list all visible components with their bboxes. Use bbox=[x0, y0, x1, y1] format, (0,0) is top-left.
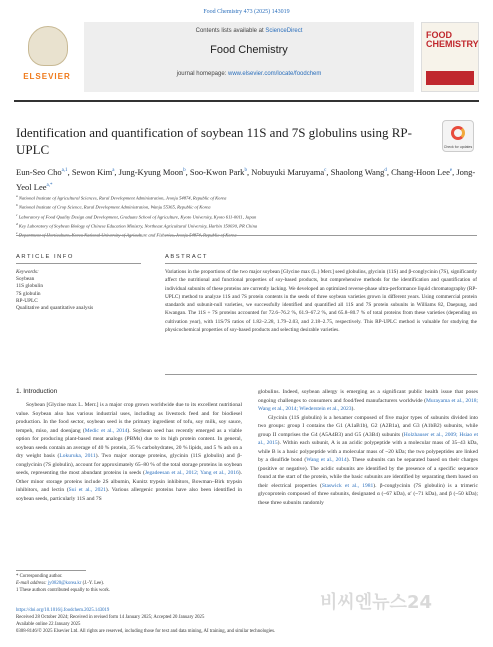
journal-cover-thumbnail[interactable] bbox=[421, 22, 479, 92]
abstract-label: ABSTRACT bbox=[165, 254, 208, 260]
check-for-updates-icon[interactable] bbox=[442, 120, 474, 152]
author-name[interactable]: Jong-Yeol Lee bbox=[16, 166, 476, 192]
intro-paragraph bbox=[16, 401, 242, 503]
body-text: ). Other minor storage proteins include 2S albumin, Kunitz trypsin inhibitors, Bowman–Birk trypsin inhibitors, and lectin ( bbox=[16, 470, 242, 493]
affiliation-item: $^e$ and bbox=[16, 231, 156, 238]
citation-link[interactable]: Holzhauser et al., 2009; Hsiao et al., 2015 bbox=[258, 431, 478, 446]
author-affiliation-marker[interactable]: b bbox=[183, 168, 186, 173]
affiliation-marker: b bbox=[16, 203, 18, 208]
citation-link[interactable]: Jegadeesan et al., 2012; Yang et al., 2016 bbox=[144, 470, 239, 476]
intro-heading: 1. Introduction bbox=[16, 388, 58, 395]
citation-link[interactable]: Medic et al., 2014 bbox=[84, 427, 128, 434]
corresponding-author-note: * Corresponding author. bbox=[16, 574, 63, 579]
intro-paragraph bbox=[258, 388, 478, 414]
intro-right-column bbox=[258, 388, 478, 507]
affiliation-item: $^b$ National Institute of Crop Science, Rural Development Administration, Wanju 55365, Republic of Korea bbox=[16, 203, 211, 210]
body-text: ). Two major storage proteins, glycinin (11S globulin) and β-conglycinin (7S globulin), account for approximately 65–80 % of the total storage proteins in soybean seeds, representing the most abundant proteins in seeds ( bbox=[16, 453, 243, 476]
header-banner bbox=[84, 22, 414, 92]
journal-header bbox=[14, 22, 479, 98]
contents-prefix: Contents lists available at bbox=[195, 28, 266, 34]
keyword-item: Qualitative and quantitative analysis bbox=[16, 305, 94, 312]
keyword-item: 11S globulin bbox=[16, 283, 44, 290]
copyright-line: 0308-8146/© 2025 Elsevier Ltd. All rights are reserved, including those for text and data mining, AI training, and similar technologies. bbox=[16, 629, 276, 634]
homepage-line bbox=[84, 71, 414, 77]
author-name[interactable]: Chang-Hoon Lee bbox=[391, 166, 450, 177]
journal-title[interactable]: Food Chemistry bbox=[210, 44, 288, 56]
author-name[interactable]: Jung-Kyung Moon bbox=[118, 166, 184, 177]
body-text: Glycinin (11S globulin) is a hexamer composed of five major types of subunits divided into two groups: group I contains the G1 (A1aB1b), G2 (A2B1a), and G3 (A1bB2) subunits, while group II comprises the G4 (A5A4B3) and G5 (A3B4) subunits ( bbox=[258, 414, 478, 438]
author-affiliation-marker[interactable]: c bbox=[324, 168, 327, 173]
affiliation-item: $^c$ Laboratory of Food Quality Design and Development, Graduate School of Agriculture, Kyoto University, Kyoto 611-0011, Japan bbox=[16, 212, 257, 220]
author-name[interactable]: Eun-Seo Cho bbox=[16, 166, 62, 177]
contents-line bbox=[84, 28, 414, 34]
author-affiliation-marker[interactable]: a,* bbox=[46, 182, 53, 188]
keyword-item: 7S globulin bbox=[16, 290, 41, 297]
homepage-prefix: journal homepage: bbox=[176, 71, 228, 77]
cover-band bbox=[426, 71, 474, 85]
author-name[interactable]: Sewon Kim bbox=[71, 166, 113, 177]
body-text: globulins. Indeed, soybean allergy is emerging as a significant public health issue that poses ongoing challenges to consumers and food/feed manufacturers worldwide ( bbox=[258, 389, 478, 404]
keyword-item: RP-UPLC bbox=[16, 297, 38, 304]
journal-citation[interactable]: Food Chemistry 473 (2025) 143019 bbox=[203, 9, 290, 15]
cover-title: FOOD CHEMISTRY bbox=[426, 30, 479, 49]
author-affiliation-marker[interactable]: a,1 bbox=[61, 168, 68, 173]
watermark: 비씨엔뉴스24 bbox=[320, 592, 432, 613]
email-link[interactable]: jy0820@korea.kr bbox=[47, 580, 82, 586]
journal-homepage-link[interactable]: www.elsevier.com/locate/foodchem bbox=[228, 71, 322, 77]
footnotes bbox=[16, 574, 246, 594]
publisher-wordmark: ELSEVIER bbox=[23, 72, 71, 81]
keywords-heading: Keywords: bbox=[16, 269, 39, 275]
footnote-rule bbox=[16, 570, 86, 571]
affiliation-item: $^a$ National Institute of Agricultural Sciences, Rural Development Administration, Jeonju 54874, Republic of Korea bbox=[16, 194, 227, 201]
body-text: ). Soybean seed has recently emerged as a viable option for producing plant-based meat analogs (PBMs) due to its high protein content. In general, soybean seeds contain an average of 40 % protein, 35 % carbohydrates, 20 % lipids, and 5 % ash on a dry weight basis ( bbox=[16, 427, 242, 459]
affiliation-item: $^d$ Key Laboratory of Soybean Biology of Chinese Education Ministry, Northeast Agricultural University, Harbin 150030, PR China bbox=[16, 221, 258, 229]
abstract-text: Variations in the proportions of the two major soybean [Glycine max (L.) Merr.] seed globulins, glycinin (11S) and β-conglycinin (7S), significantly affect the nutritional and functional properties of soy-based products, but comprehensive methods for the identification and quantification of individual subunits of these proteins are currently lacking. We developed an optimized reverse-phase ultra-performance liquid chromatography (RP-UPLC) method to analyze 11S and 7S protein contents in the seeds of three soybean varieties grown in different years. Using commercial protein standards and subunit-null varieties, we successfully identified and quantified all 11S and 7S protein subunits in Williams 82, Daepung, and Kwangan. The 11S + 7S proteins accounted for 72.6–76.2 %, 61.9–67.2 %, and 65.8–80.7 % of total proteins from these varieties (depending on cultivation year), with 11S/7S ratios of 1.82–2.28, 1.79–2.03, and 2.18–2.75, respectively. This RP-UPLC method is valuable for studying the physicochemical properties of soy-based products and selecting desirable varieties. bbox=[165, 269, 477, 334]
check-updates-label: Check for updates bbox=[443, 145, 473, 149]
abstract-rule-2 bbox=[165, 263, 477, 264]
author-affiliation-marker[interactable]: a bbox=[112, 168, 115, 173]
keywords-block bbox=[16, 269, 141, 312]
body-text: ). bbox=[351, 406, 355, 412]
intro-paragraph bbox=[258, 414, 478, 508]
author-affiliation-marker[interactable]: d bbox=[384, 168, 387, 173]
article-info-rule bbox=[16, 235, 141, 236]
author-name[interactable]: Shaolong Wang bbox=[330, 166, 385, 177]
received-dates: Received 28 October 2024; Received in revised form 14 January 2025; Accepted 20 January 2025 bbox=[16, 615, 205, 620]
email-line bbox=[16, 581, 246, 588]
email-prefix: E-mail address: bbox=[16, 580, 48, 586]
body-text: ). Within each subunit, A is an acidic polypeptide with a molecular mass of 35–43 kDa, while B is a basic polypeptide with a molecular mass of ~20 kDa; the two polypeptides are linked by a disulfide bond ( bbox=[258, 440, 478, 463]
body-text: ). These subunits can be separated based on their charges (positive or negative). The acidic subunits are identified by the presence of a specific sequence found at the start of the protein, while the basic subunits are identified by separating them based on their electrical properties ( bbox=[258, 457, 478, 489]
keyword-item: Soybean bbox=[16, 276, 35, 283]
citation-link[interactable]: Wang et al., 2014 bbox=[306, 457, 347, 463]
affiliation-marker: e bbox=[16, 231, 18, 236]
citation-link[interactable]: Murayama et al., 2018; Wang et al., 2014; Wiederstein et al., 2023 bbox=[258, 397, 478, 412]
header-divider bbox=[14, 100, 479, 102]
elsevier-tree-emblem bbox=[28, 26, 68, 66]
available-online: Available online 22 January 2025 bbox=[16, 622, 81, 627]
author-affiliation-marker[interactable]: e bbox=[449, 168, 453, 173]
author-name[interactable]: Soo-Kwon Park bbox=[189, 166, 245, 177]
author-name[interactable]: Nobuyuki Maruyama bbox=[251, 166, 325, 177]
email-suffix: (J.-Y. Lee). bbox=[81, 580, 105, 586]
abstract-rule bbox=[165, 235, 477, 236]
equal-contribution-note: 1 These authors contributed equally to this work. bbox=[16, 587, 110, 593]
affiliation-marker: d bbox=[16, 221, 18, 226]
affiliation-marker: a bbox=[16, 194, 18, 198]
article-info-label: ARTICLE INFO bbox=[16, 254, 74, 260]
article-title: Identification and quantification of soybean 11S and 7S globulins using RP-UPLC bbox=[16, 125, 412, 157]
body-text: ). Various allergenic proteins have also been identified in soybean seeds, particularly 11S and 7S bbox=[16, 487, 243, 502]
sciencedirect-link[interactable]: ScienceDirect bbox=[265, 28, 303, 34]
author-affiliation-marker[interactable]: b bbox=[244, 168, 247, 173]
elsevier-logo[interactable] bbox=[14, 22, 80, 84]
affiliation-marker: c bbox=[16, 212, 18, 217]
article-info-rule-2 bbox=[16, 263, 141, 264]
body-text: ). β-conglycinin (7S globulin) is a trimeric glycoprotein composed of three subunits, designated α (~67 kDa), α′ (~71 kDa), and β (~50 kDa); these three subunits randomly bbox=[258, 482, 478, 506]
citation-link[interactable]: Sui et al., 2021 bbox=[68, 487, 106, 493]
affiliation-list bbox=[16, 193, 476, 240]
citation-link[interactable]: Staswick et al., 1981 bbox=[321, 482, 374, 489]
body-text: Soybean [Glycine max L. Merr.] is a major crop grown worldwide due to its excellent nutritional value. Soybean also has various industrial uses, including as livestock feed and for biodiesel production. In the food sector, soybean seed is the primary ingredient of tofu, soy milk, soy sauce, tempeh, miso, and doenjang ( bbox=[16, 402, 242, 434]
abstract-bottom-rule bbox=[165, 374, 477, 375]
author-list: Eun-Seo Cho$^{a,1}$, Sewon Kim$^a$, Jung-Kyung Moon$^b$, Soo-Kwon Park$^b$, Nobuyuki Maruyama$^c$, Shaolong Wang$^d$, Chang-Hoon Lee$^e$, Jong-Yeol Lee$^{a,*}$ bbox=[16, 166, 476, 192]
intro-left-column bbox=[16, 401, 242, 503]
citation-link[interactable]: Lokuruka, 2011 bbox=[59, 453, 96, 459]
doi-link[interactable]: https://doi.org/10.1016/j.foodchem.2025.143019 bbox=[16, 608, 110, 613]
